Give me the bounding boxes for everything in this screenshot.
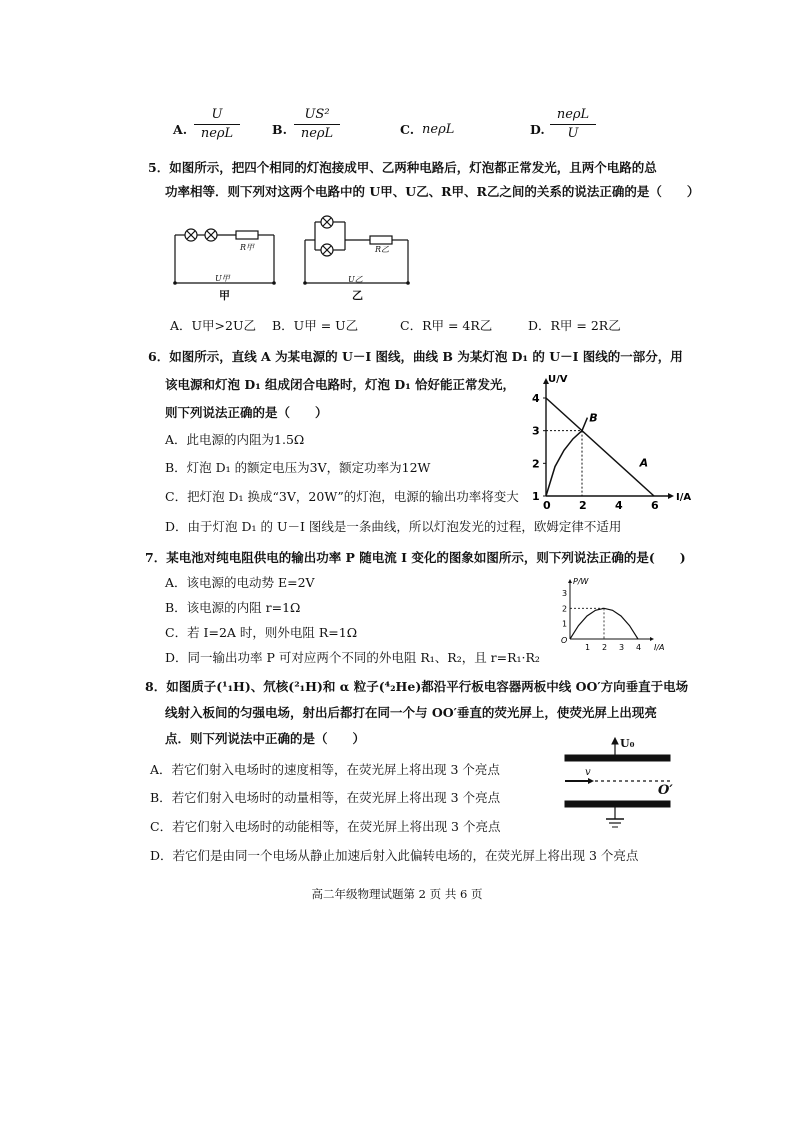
q6-option-b: B．灯泡 D₁ 的额定电压为3V，额定功率为12W xyxy=(165,460,431,475)
q6-option-c: C．把灯泡 D₁ 换成“3V，20W”的灯泡，电源的输出功率将变大 xyxy=(165,489,519,504)
origin-label: O xyxy=(561,636,568,645)
x-axis-arrow xyxy=(668,493,674,499)
q7-option-b: B．该电源的内阻 r=1Ω xyxy=(165,600,301,615)
q8-option-a: A．若它们射入电场时的速度相等，在荧光屏上将出现 3 个亮点 xyxy=(150,762,500,777)
q4-option-c-label: C. xyxy=(400,122,415,137)
circuit-jia-voltage-label: U甲 xyxy=(215,274,230,283)
x-tick-label: 2 xyxy=(579,499,587,512)
q5-option-d: D．R甲 = 2R乙 xyxy=(528,318,621,333)
q8-option-c: C．若它们射入电场时的动能相等，在荧光屏上将出现 3 个亮点 xyxy=(150,819,501,834)
ui-graph xyxy=(520,374,692,516)
x-tick-label: 4 xyxy=(636,643,642,652)
pi-graph xyxy=(556,577,696,657)
capacitor-o-prime-label: O′ xyxy=(658,783,673,798)
y-tick-label: 2 xyxy=(562,604,568,614)
q4-option-a-denominator: neρL xyxy=(200,126,234,141)
q7-line-1: 7．某电池对纯电阻供电的输出功率 P 随电流 I 变化的图象如图所示，则下列说法正确的是( ) xyxy=(145,550,686,565)
q4-option-b-label: B. xyxy=(272,122,287,137)
capacitor-bottom-plate xyxy=(565,801,670,807)
q6-line-2: 该电源和灯泡 D₁ 组成闭合电路时，灯泡 D₁ 恰好能正常发光， xyxy=(165,377,516,392)
x-tick-label: 1 xyxy=(585,643,591,652)
q4-option-b-denominator: neρL xyxy=(300,126,334,141)
q7-option-d: D．同一输出功率 P 可对应两个不同的外电阻 R₁、R₂，且 r=R₁·R₂ xyxy=(165,650,540,665)
circuit-yi-voltage-label: U乙 xyxy=(348,275,363,284)
q4-option-d-label: D. xyxy=(530,122,545,137)
y-tick-label: 3 xyxy=(532,424,540,438)
capacitor-top-plate xyxy=(565,755,670,761)
q8-line-1: 8．如图质子(¹₁H)、氘核(²₁H)和 α 粒子(⁴₂He)都沿平行板电容器两板中线 OO′方向垂直于电场 xyxy=(145,679,689,694)
series-a-label: A xyxy=(639,456,649,470)
x-axis-arrow xyxy=(650,637,654,641)
x-tick-label: 0 xyxy=(543,499,551,512)
y-axis-label: U/V xyxy=(548,374,568,385)
q4-option-c-text: neρL xyxy=(422,122,455,137)
y-axis-label: P/W xyxy=(573,577,589,586)
q4-option-a-fraction xyxy=(194,106,240,143)
y-axis-arrow xyxy=(568,579,572,583)
q4-option-d-fraction xyxy=(550,106,596,143)
page-footer: 高二年级物理试题第 2 页 共 6 页 xyxy=(311,887,483,901)
q8-option-d: D．若它们是由同一个电场从静止加速后射入此偏转电场的，在荧光屏上将出现 3 个亮点 xyxy=(150,848,639,863)
x-tick-label: 6 xyxy=(651,499,659,512)
q7-option-a: A．该电源的电动势 E=2V xyxy=(165,575,315,590)
circuit-jia-label: 甲 xyxy=(219,289,230,302)
q8-option-b: B．若它们射入电场时的动量相等，在荧光屏上将出现 3 个亮点 xyxy=(150,790,501,805)
circuit-yi-resistor-label: R乙 xyxy=(375,245,390,254)
q6-line-3: 则下列说法正确的是（ ） xyxy=(165,405,328,420)
y-tick-label: 4 xyxy=(532,392,540,405)
q4-option-d-numerator: neρL xyxy=(550,106,596,125)
q6-line-1: 6．如图所示，直线 A 为某电源的 U－I 图线，曲线 B 为某灯泡 D₁ 的 U－I 图线的一部分，用 xyxy=(148,349,683,364)
x-tick-label: 4 xyxy=(615,499,623,512)
y-tick-label: 1 xyxy=(562,619,568,629)
circuit-yi-label: 乙 xyxy=(352,289,363,302)
q5-line-2: 功率相等．则下列对这两个电路中的 U甲、U乙、R甲、R乙之间的关系的说法正确的是（ ） xyxy=(165,184,700,199)
q7-option-c: C．若 I=2A 时，则外电阻 R=1Ω xyxy=(165,625,358,640)
y-tick-label: 1 xyxy=(532,490,540,503)
circuit-jia-resistor-label: R甲 xyxy=(240,243,255,252)
q8-line-2: 线射入板间的匀强电场，射出后都打在同一个与 OO′垂直的荧光屏上，使荧光屏上出现亮 xyxy=(165,705,657,720)
q6-option-d: D．由于灯泡 D₁ 的 U－I 图线是一条曲线，所以灯泡发光的过程，欧姆定律不适用 xyxy=(165,519,622,534)
q4-option-d-denominator: U xyxy=(567,126,579,141)
q5-option-c: C．R甲 = 4R乙 xyxy=(400,318,493,333)
capacitor-u0-label: U₀ xyxy=(620,737,635,750)
q4-option-a-numerator: U xyxy=(194,106,240,125)
q5-option-b: B．U甲 = U乙 xyxy=(272,318,359,333)
q8-line-3: 点．则下列说法中正确的是（ ） xyxy=(165,731,366,746)
x-tick-label: 2 xyxy=(602,643,608,652)
q4-option-b-numerator: US² xyxy=(294,106,340,125)
series-b-label: B xyxy=(589,411,598,425)
q5-line-1: 5．如图所示，把四个相同的灯泡接成甲、乙两种电路后，灯泡都正常发光，且两个电路的总 xyxy=(148,160,657,175)
x-axis-label: I/A xyxy=(676,492,692,503)
y-tick-label: 2 xyxy=(532,457,540,471)
q5-option-a: A．U甲>2U乙 xyxy=(170,318,257,333)
x-tick-label: 3 xyxy=(619,643,625,652)
series-a-line xyxy=(546,398,654,496)
y-tick-label: 3 xyxy=(562,589,568,598)
x-axis-label: I/A xyxy=(654,643,665,652)
capacitor-v-label: v xyxy=(585,767,591,778)
q4-option-a-label: A. xyxy=(173,122,188,137)
q4-option-b-fraction xyxy=(294,106,340,143)
q6-option-a: A．此电源的内阻为1.5Ω xyxy=(165,432,305,447)
